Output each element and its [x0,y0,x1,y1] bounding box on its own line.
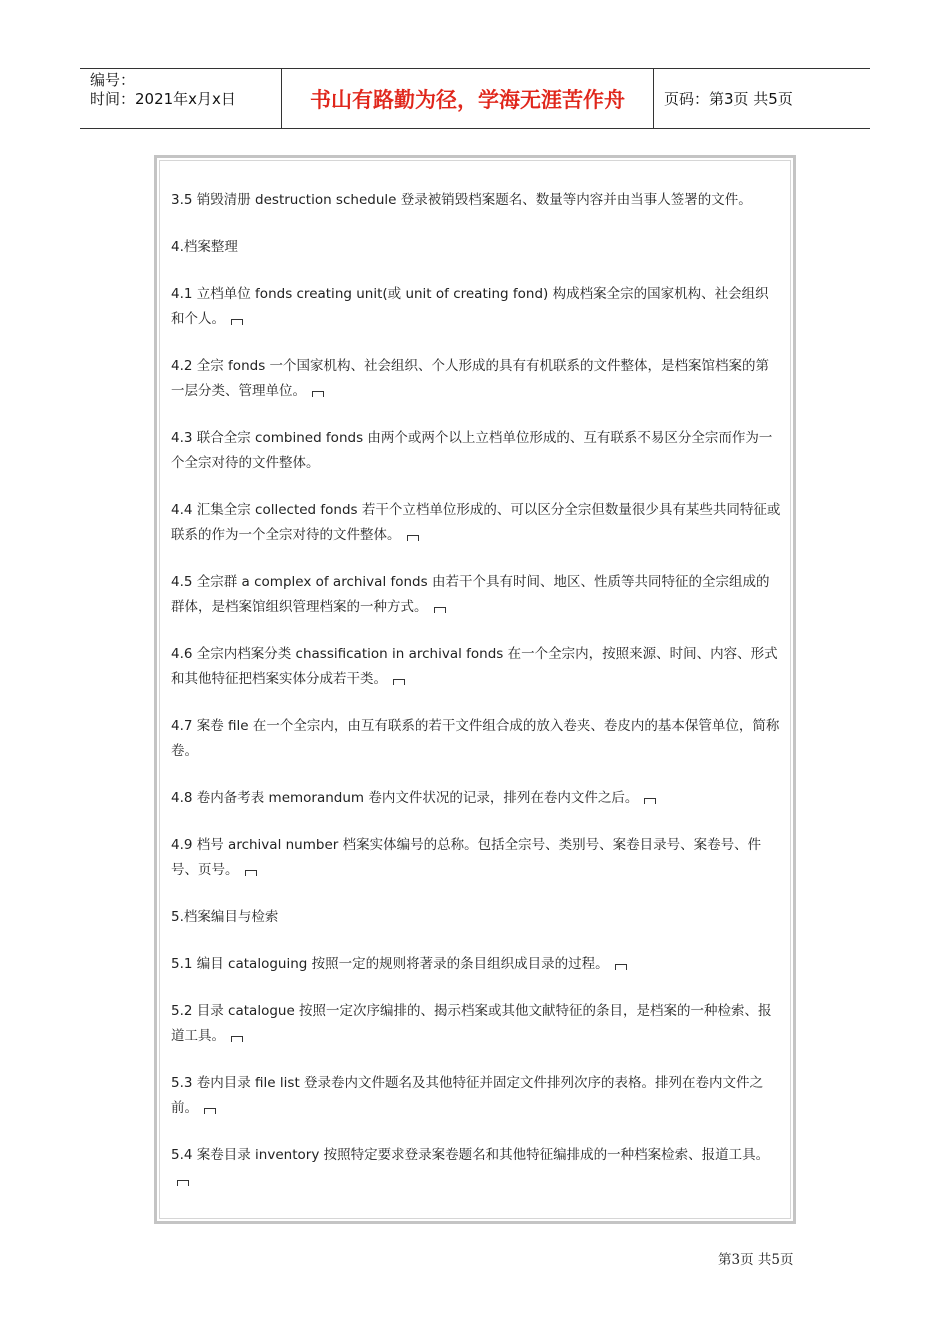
paragraph-mark-icon [312,391,324,397]
header-motto: 书山有路勤为径，学海无涯苦作舟 [281,69,654,128]
paragraph-text: 4.9 档号 archival number 档案实体编号的总称。包括全宗号、类别号、案卷目录号、案卷号、件号、页号。 [171,837,762,878]
paragraph-text: 4.5 全宗群 a complex of archival fonds 由若干个具有时间、地区、性质等共同特征的全宗组成的群体，是档案馆组织管理档案的一种方式。 [171,574,770,615]
paragraph [171,498,781,548]
header-meta [80,69,281,128]
paragraph-text: 4.3 联合全宗 combined fonds 由两个或两个以上立档单位形成的、互有联系不易区分全宗而作为一个全宗对待的文件整体。 [171,430,773,471]
paragraph-text: 4.档案整理 [171,239,238,255]
paragraph [171,833,781,883]
header-page-label: 页码：第3页 共5页 [664,90,793,108]
section-heading [171,235,781,260]
paragraph [171,714,781,764]
paragraph-text: 5.3 卷内目录 file list 登录卷内文件题名及其他特征并固定文件排列次序的表格。排列在卷内文件之前。 [171,1075,764,1116]
document-number-label: 编号： [90,71,136,89]
paragraph [171,354,781,404]
paragraph [171,1071,781,1121]
paragraph [171,282,781,332]
paragraph-mark-icon [434,607,446,613]
paragraph [171,570,781,620]
paragraph-mark-icon [231,319,243,325]
paragraph-mark-icon [644,798,656,804]
paragraph [171,952,781,977]
document-time-label: 时间：2021年x月x日 [90,90,236,108]
section-heading [171,905,781,930]
paragraph-mark-icon [393,679,405,685]
page-header [80,68,870,129]
paragraph-text: 4.4 汇集全宗 collected fonds 若干个立档单位形成的、可以区分全宗但数量很少具有某些共同特征或联系的作为一个全宗对待的文件整体。 [171,502,781,543]
paragraph-mark-icon [231,1036,243,1042]
paragraph-text: 5.档案编目与检索 [171,909,279,925]
paragraph-text: 5.2 目录 catalogue 按照一定次序编排的、揭示档案或其他文献特征的条目，是档案的一种检索、报道工具。 [171,1003,772,1044]
paragraph-text: 4.6 全宗内档案分类 chassification in archival fonds 在一个全宗内，按照来源、时间、内容、形式和其他特征把档案实体分成若干类。 [171,646,778,687]
paragraph [171,642,781,692]
paragraph-text: 5.1 编目 cataloguing 按照一定的规则将著录的条目组织成目录的过程。 [171,956,609,972]
paragraph-text: 5.4 案卷目录 inventory 按照特定要求登录案卷题名和其他特征编排成的一种档案检索、报道工具。 [171,1147,770,1163]
content-body [171,188,781,1215]
paragraph [171,188,781,213]
paragraph-text: 4.2 全宗 fonds 一个国家机构、社会组织、个人形成的具有有机联系的文件整体，是档案馆档案的第一层分类、管理单位。 [171,358,770,399]
page-footer: 第3页 共5页 [718,1252,794,1268]
paragraph-mark-icon [407,535,419,541]
paragraph [171,999,781,1049]
paragraph [171,426,781,476]
paragraph-mark-icon [245,870,257,876]
paragraph-text: 4.1 立档单位 fonds creating unit(或 unit of creating fond) 构成档案全宗的国家机构、社会组织和个人。 [171,286,769,327]
paragraph [171,1143,781,1193]
content-frame [154,155,796,1224]
paragraph-text: 4.8 卷内备考表 memorandum 卷内文件状况的记录，排列在卷内文件之后。 [171,790,639,806]
paragraph-mark-icon [177,1180,189,1186]
paragraph-mark-icon [615,964,627,970]
paragraph-text: 3.5 销毁清册 destruction schedule 登录被销毁档案题名、数量等内容并由当事人签署的文件。 [171,192,752,208]
paragraph-text: 4.7 案卷 file 在一个全宗内，由互有联系的若干文件组合成的放入卷夹、卷皮内的基本保管单位，简称卷。 [171,718,780,759]
paragraph-mark-icon [204,1108,216,1114]
paragraph [171,786,781,811]
